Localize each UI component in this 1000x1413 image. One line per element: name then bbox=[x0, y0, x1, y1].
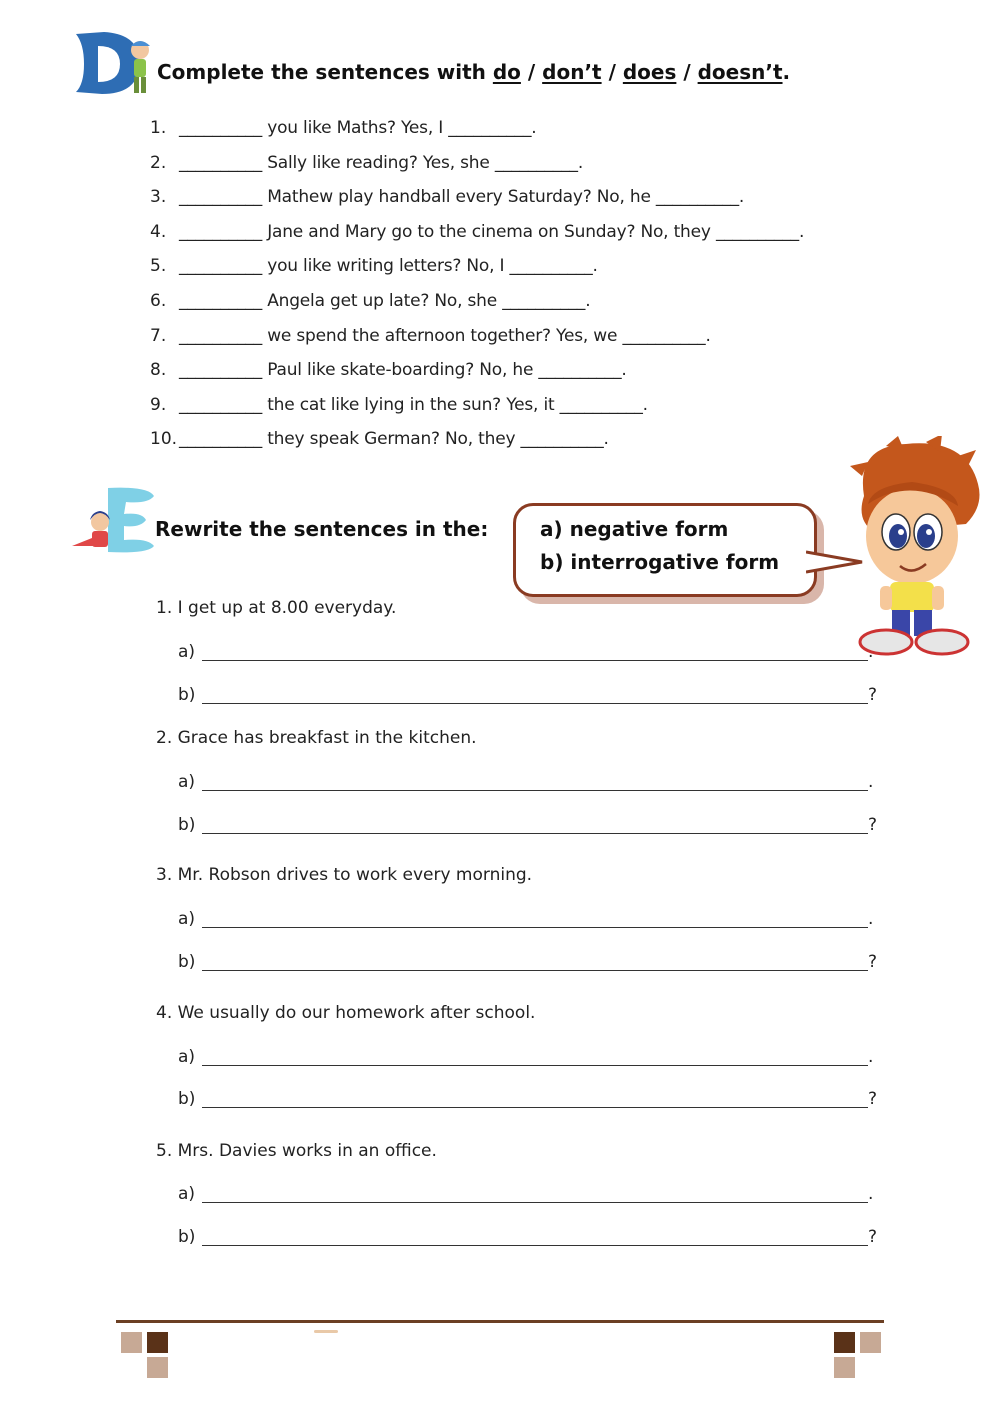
decor-square bbox=[147, 1357, 168, 1378]
answer-b-end: ? bbox=[868, 1227, 878, 1247]
answer-a-label: a) bbox=[178, 1184, 196, 1204]
separator: / bbox=[520, 60, 543, 84]
answer-a-label: a) bbox=[178, 772, 196, 792]
answer-b-line[interactable] bbox=[202, 703, 868, 704]
answer-a-label: a) bbox=[178, 1047, 196, 1067]
answer-b-label: b) bbox=[178, 815, 196, 835]
rewrite-sentence: 5. Mrs. Davies works in an office. bbox=[156, 1141, 437, 1161]
item-text: __________ Angela get up late? No, she __________. bbox=[179, 291, 591, 311]
footer-mark bbox=[314, 1330, 338, 1333]
answer-b-label: b) bbox=[178, 952, 196, 972]
decor-square bbox=[147, 1332, 168, 1353]
item-number: 10. bbox=[150, 429, 178, 449]
heading-end: . bbox=[782, 60, 791, 84]
letter-d-decoration bbox=[70, 28, 160, 98]
option-dont: don’t bbox=[542, 60, 602, 84]
answer-a-line[interactable] bbox=[202, 660, 868, 661]
answer-a-end: . bbox=[868, 1047, 874, 1067]
item-number: 7. bbox=[150, 326, 167, 346]
answer-a-line[interactable] bbox=[202, 927, 868, 928]
answer-b-line[interactable] bbox=[202, 1245, 868, 1246]
option-do: do bbox=[492, 60, 521, 84]
separator: / bbox=[601, 60, 623, 84]
answer-b-line[interactable] bbox=[202, 833, 868, 834]
bubble-line-a: a) negative form bbox=[540, 517, 729, 541]
answer-a-line[interactable] bbox=[202, 790, 868, 791]
item-text: __________ you like writing letters? No, I __________. bbox=[179, 256, 598, 276]
option-doesnt: doesn’t bbox=[697, 60, 783, 84]
rewrite-sentence: 3. Mr. Robson drives to work every morning. bbox=[156, 865, 533, 885]
exercise-e-heading: Rewrite the sentences in the: bbox=[155, 517, 489, 541]
item-number: 6. bbox=[150, 291, 167, 311]
item-text: __________ the cat like lying in the sun? Yes, it __________. bbox=[179, 395, 648, 415]
answer-a-end: . bbox=[868, 642, 874, 662]
rewrite-sentence: 2. Grace has breakfast in the kitchen. bbox=[156, 728, 477, 748]
answer-a-line[interactable] bbox=[202, 1202, 868, 1203]
decor-square bbox=[860, 1332, 881, 1353]
item-text: __________ Sally like reading? Yes, she __________. bbox=[179, 153, 584, 173]
speech-bubble bbox=[513, 503, 817, 597]
answer-b-label: b) bbox=[178, 685, 196, 705]
item-text: __________ Mathew play handball every Saturday? No, he __________. bbox=[179, 187, 745, 207]
item-number: 9. bbox=[150, 395, 167, 415]
decor-square bbox=[834, 1357, 855, 1378]
answer-a-line[interactable] bbox=[202, 1065, 868, 1066]
answer-a-label: a) bbox=[178, 909, 196, 929]
answer-b-label: b) bbox=[178, 1227, 196, 1247]
letter-e-decoration bbox=[68, 484, 158, 556]
item-number: 8. bbox=[150, 360, 167, 380]
exercise-d-heading bbox=[157, 60, 790, 84]
answer-b-label: b) bbox=[178, 1089, 196, 1109]
item-text: __________ we spend the afternoon together? Yes, we __________. bbox=[179, 326, 711, 346]
answer-b-end: ? bbox=[868, 685, 878, 705]
answer-a-end: . bbox=[868, 909, 874, 929]
item-text: __________ Jane and Mary go to the cinema on Sunday? No, they __________. bbox=[179, 222, 805, 242]
separator: / bbox=[676, 60, 698, 84]
item-number: 4. bbox=[150, 222, 167, 242]
bubble-line-b: b) interrogative form bbox=[540, 550, 780, 574]
rewrite-sentence: 1. I get up at 8.00 everyday. bbox=[156, 598, 397, 618]
answer-a-end: . bbox=[868, 772, 874, 792]
answer-b-end: ? bbox=[868, 1089, 878, 1109]
rewrite-sentence: 4. We usually do our homework after school. bbox=[156, 1003, 536, 1023]
heading-prefix: Complete the sentences with bbox=[157, 60, 493, 84]
decor-square bbox=[121, 1332, 142, 1353]
answer-a-label: a) bbox=[178, 642, 196, 662]
item-text: __________ you like Maths? Yes, I __________. bbox=[179, 118, 537, 138]
option-does: does bbox=[622, 60, 677, 84]
answer-b-end: ? bbox=[868, 952, 878, 972]
answer-b-end: ? bbox=[868, 815, 878, 835]
item-text: __________ Paul like skate-boarding? No, he __________. bbox=[179, 360, 627, 380]
decor-square bbox=[834, 1332, 855, 1353]
item-number: 1. bbox=[150, 118, 167, 138]
answer-b-line[interactable] bbox=[202, 1107, 868, 1108]
cartoon-boy-illustration bbox=[846, 436, 986, 658]
item-text: __________ they speak German? No, they __________. bbox=[179, 429, 609, 449]
item-number: 5. bbox=[150, 256, 167, 276]
answer-a-end: . bbox=[868, 1184, 874, 1204]
item-number: 2. bbox=[150, 153, 167, 173]
footer-rule bbox=[116, 1320, 884, 1323]
item-number: 3. bbox=[150, 187, 167, 207]
answer-b-line[interactable] bbox=[202, 970, 868, 971]
